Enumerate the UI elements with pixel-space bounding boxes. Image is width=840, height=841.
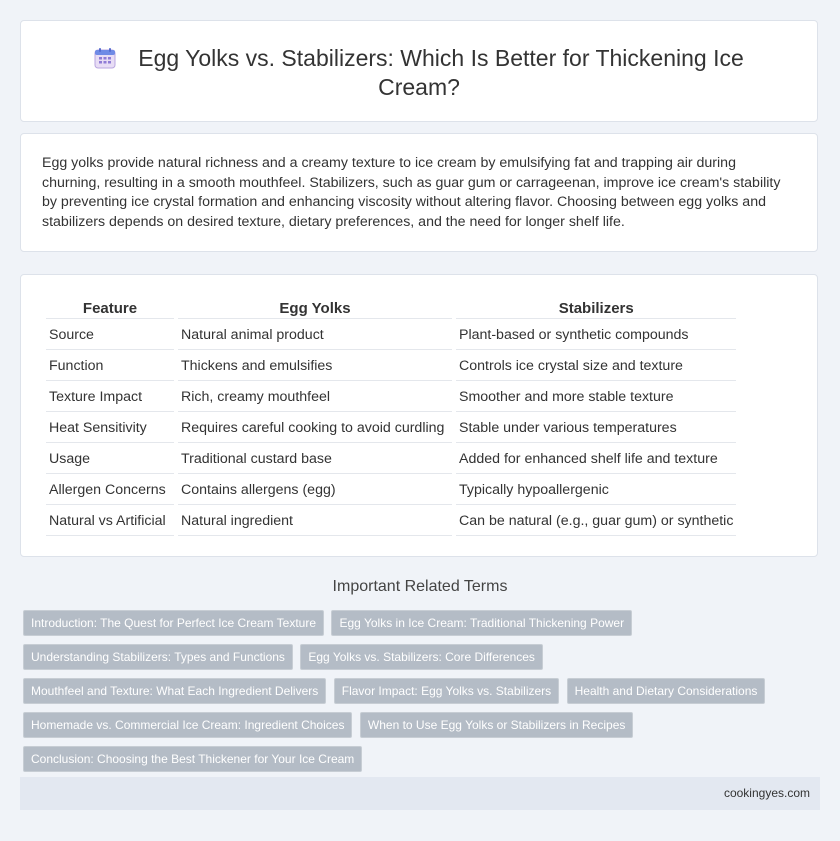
table-cell: Rich, creamy mouthfeel [178,383,452,412]
table-cell: Thickens and emulsifies [178,352,452,381]
related-term-tag[interactable]: Flavor Impact: Egg Yolks vs. Stabilizers [334,678,559,704]
table-cell: Added for enhanced shelf life and texture [456,445,736,474]
header-egg-yolks: Egg Yolks [178,297,452,319]
table-cell: Can be natural (e.g., guar gum) or synthetic [456,507,736,536]
table-cell: Stable under various temperatures [456,414,736,443]
table-cell: Smoother and more stable texture [456,383,736,412]
page-title-wrap [21,44,817,102]
related-term-tag[interactable]: Egg Yolks in Ice Cream: Traditional Thickening Power [331,610,632,636]
table-cell: Traditional custard base [178,445,452,474]
related-term-tag[interactable]: Egg Yolks vs. Stabilizers: Core Differences [300,644,543,670]
related-term-tag[interactable]: Homemade vs. Commercial Ice Cream: Ingredient Choices [23,712,352,738]
table-cell: Texture Impact [46,383,174,412]
table-row [46,507,736,536]
table-cell: Natural animal product [178,321,452,350]
related-term-tag[interactable]: Health and Dietary Considerations [567,678,766,704]
table-cell: Typically hypoallergenic [456,476,736,505]
related-term-tag[interactable]: When to Use Egg Yolks or Stabilizers in Recipes [360,712,633,738]
table-cell: Requires careful cooking to avoid curdling [178,414,452,443]
table-cell: Contains allergens (egg) [178,476,452,505]
footer [20,777,820,810]
related-terms-heading: Important Related Terms [332,578,508,595]
table-cell: Plant-based or synthetic compounds [456,321,736,350]
intro-paragraph: Egg yolks provide natural richness and a creamy texture to ice cream by emulsifying fat and trapping air during churning, resulting in a smooth mouthfeel. Stabilizers, such as guar gum or carrageenan, improve ice cream's stability by preventing ice crystal formation and enhancing viscosity without altering flavor. Choosing between egg yolks and stabilizers depends on desired texture, dietary preferences, and the need for longer shelf life. [42,155,781,230]
table-row [46,476,736,505]
related-term-tag[interactable]: Understanding Stabilizers: Types and Functions [23,644,293,670]
header-feature: Feature [46,297,174,319]
table-row [46,383,736,412]
table-row [46,352,736,381]
header-stabilizers: Stabilizers [456,297,736,319]
footer-site-link[interactable]: cookingyes.com [723,786,810,800]
intro-card [20,133,818,252]
table-header-row [46,297,736,319]
table-row [46,321,736,350]
title-card [20,20,818,122]
table-cell: Source [46,321,174,350]
related-term-tag[interactable]: Introduction: The Quest for Perfect Ice Cream Texture [23,610,324,636]
table-cell: Allergen Concerns [46,476,174,505]
related-term-tag[interactable]: Conclusion: Choosing the Best Thickener for Your Ice Cream [23,746,362,772]
table-cell: Natural ingredient [178,507,452,536]
table-cell: Heat Sensitivity [46,414,174,443]
table-cell: Usage [46,445,174,474]
comparison-table [42,295,740,538]
table-cell: Function [46,352,174,381]
table-cell: Controls ice crystal size and texture [456,352,736,381]
table-row [46,414,736,443]
table-cell: Natural vs Artificial [46,507,174,536]
table-row [46,445,736,474]
calendar-icon [94,47,116,69]
comparison-card [20,274,818,557]
page-title: Egg Yolks vs. Stabilizers: Which Is Better for Thickening Ice Cream? [138,45,744,100]
related-term-tag[interactable]: Mouthfeel and Texture: What Each Ingredient Delivers [23,678,326,704]
related-terms-list [23,610,803,780]
